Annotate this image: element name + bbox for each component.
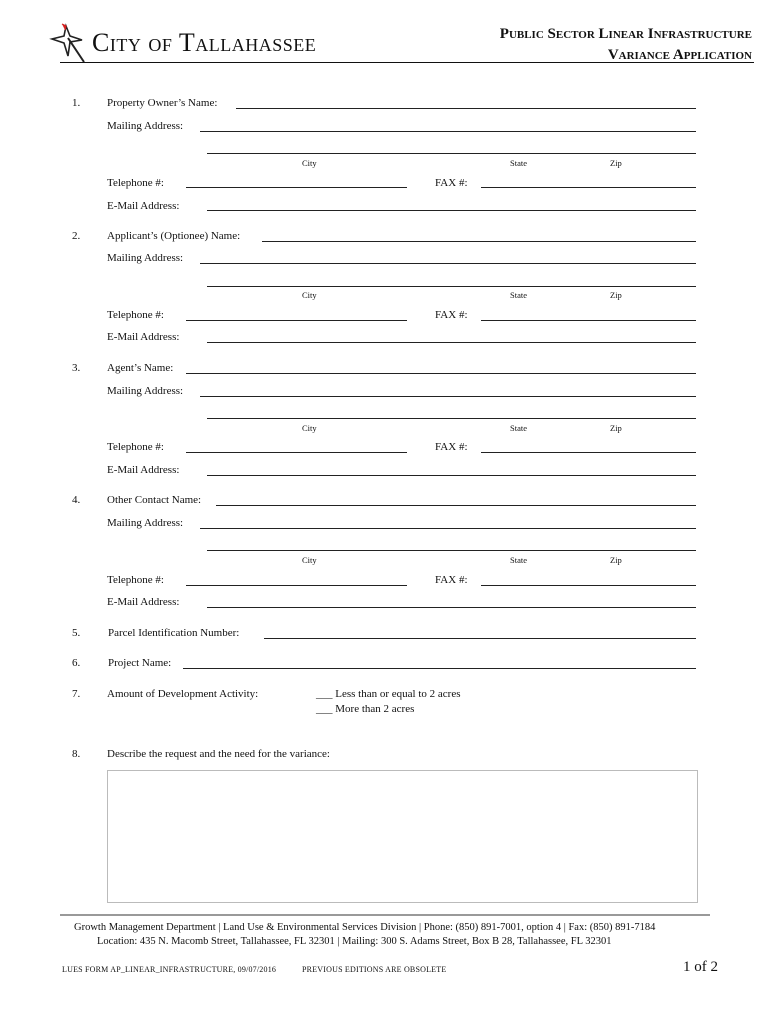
page-number: 1 of 2 (683, 959, 718, 975)
option-more-than-2-acres[interactable]: ___ More than 2 acres (316, 703, 415, 715)
telephone-label: Telephone #: (107, 441, 164, 453)
item-number: 8. (72, 748, 81, 760)
variance-description-textbox[interactable] (107, 770, 698, 903)
agent-name-label: Agent’s Name: (107, 362, 174, 374)
state-caption: State (510, 423, 527, 433)
item-number: 4. (72, 494, 81, 506)
city-caption: City (302, 290, 317, 300)
item-number: 6. (72, 657, 81, 669)
telephone-label: Telephone #: (107, 574, 164, 586)
item-number: 2. (72, 230, 81, 242)
applicant-name-field[interactable] (262, 241, 696, 242)
fax-field[interactable] (481, 452, 696, 453)
development-activity-label: Amount of Development Activity: (107, 688, 259, 700)
telephone-field[interactable] (186, 320, 407, 321)
agent-name-field[interactable] (186, 373, 696, 374)
logo-text: City of Tallahassee (92, 28, 317, 57)
mailing-address-label: Mailing Address: (107, 252, 184, 264)
fax-label: FAX #: (435, 441, 468, 453)
telephone-field[interactable] (186, 187, 407, 188)
telephone-field[interactable] (186, 452, 407, 453)
mailing-address-line2-field[interactable] (207, 418, 696, 419)
property-owner-name-field[interactable] (236, 108, 696, 109)
mailing-address-line2-field[interactable] (207, 550, 696, 551)
item-number: 1. (72, 97, 81, 109)
applicant-name-label: Applicant’s (Optionee) Name: (107, 230, 241, 242)
mailing-address-label: Mailing Address: (107, 120, 184, 132)
fax-label: FAX #: (435, 309, 468, 321)
project-name-label: Project Name: (108, 657, 172, 669)
city-caption: City (302, 158, 317, 168)
footer-address-line: Location: 435 N. Macomb Street, Tallahassee, FL 32301 | Mailing: 300 S. Adams Street, Box B 28, Tallahassee, FL 32301 (97, 936, 612, 947)
other-contact-name-field[interactable] (216, 505, 696, 506)
fax-field[interactable] (481, 187, 696, 188)
city-caption: City (302, 423, 317, 433)
parcel-id-label: Parcel Identification Number: (108, 627, 240, 639)
property-owner-name-label: Property Owner’s Name: (107, 97, 218, 109)
mailing-address-label: Mailing Address: (107, 517, 184, 529)
mailing-address-field[interactable] (200, 528, 696, 529)
footer-rule (60, 914, 710, 916)
item-number: 7. (72, 688, 81, 700)
item-number: 3. (72, 362, 81, 374)
email-label: E-Mail Address: (107, 464, 180, 476)
email-field[interactable] (207, 342, 696, 343)
mailing-address-field[interactable] (200, 396, 696, 397)
footer-contact-line: Growth Management Department | Land Use & Environmental Services Division | Phone: (850) 891-7001, option 4 | Fax: (850) 891-7184 (74, 922, 656, 933)
state-caption: State (510, 555, 527, 565)
header-rule (60, 62, 754, 63)
state-caption: State (510, 158, 527, 168)
zip-caption: Zip (610, 555, 622, 565)
email-field[interactable] (207, 475, 696, 476)
option-less-than-2-acres[interactable]: ___ Less than or equal to 2 acres (316, 688, 461, 700)
mailing-address-field[interactable] (200, 131, 696, 132)
mailing-address-line2-field[interactable] (207, 286, 696, 287)
item-number: 5. (72, 627, 81, 639)
zip-caption: Zip (610, 158, 622, 168)
variance-description-label: Describe the request and the need for the variance: (107, 748, 330, 760)
obsolete-notice: PREVIOUS EDITIONS ARE OBSOLETE (302, 965, 447, 974)
email-field[interactable] (207, 210, 696, 211)
mailing-address-field[interactable] (200, 263, 696, 264)
email-label: E-Mail Address: (107, 200, 180, 212)
page-title-line1: Public Sector Linear Infrastructure (499, 26, 752, 42)
email-label: E-Mail Address: (107, 331, 180, 343)
page-title-line2: Variance Application (607, 47, 752, 63)
fax-field[interactable] (481, 585, 696, 586)
zip-caption: Zip (610, 290, 622, 300)
star-logo-icon (48, 22, 88, 66)
fax-label: FAX #: (435, 574, 468, 586)
other-contact-name-label: Other Contact Name: (107, 494, 202, 506)
form-id: LUES FORM AP_LINEAR_INFRASTRUCTURE, 09/07/2016 (62, 965, 277, 974)
email-label: E-Mail Address: (107, 596, 180, 608)
city-caption: City (302, 555, 317, 565)
fax-field[interactable] (481, 320, 696, 321)
fax-label: FAX #: (435, 177, 468, 189)
zip-caption: Zip (610, 423, 622, 433)
telephone-label: Telephone #: (107, 177, 164, 189)
telephone-field[interactable] (186, 585, 407, 586)
mailing-address-line2-field[interactable] (207, 153, 696, 154)
mailing-address-label: Mailing Address: (107, 385, 184, 397)
email-field[interactable] (207, 607, 696, 608)
project-name-field[interactable] (183, 668, 696, 669)
telephone-label: Telephone #: (107, 309, 164, 321)
state-caption: State (510, 290, 527, 300)
parcel-id-field[interactable] (264, 638, 696, 639)
